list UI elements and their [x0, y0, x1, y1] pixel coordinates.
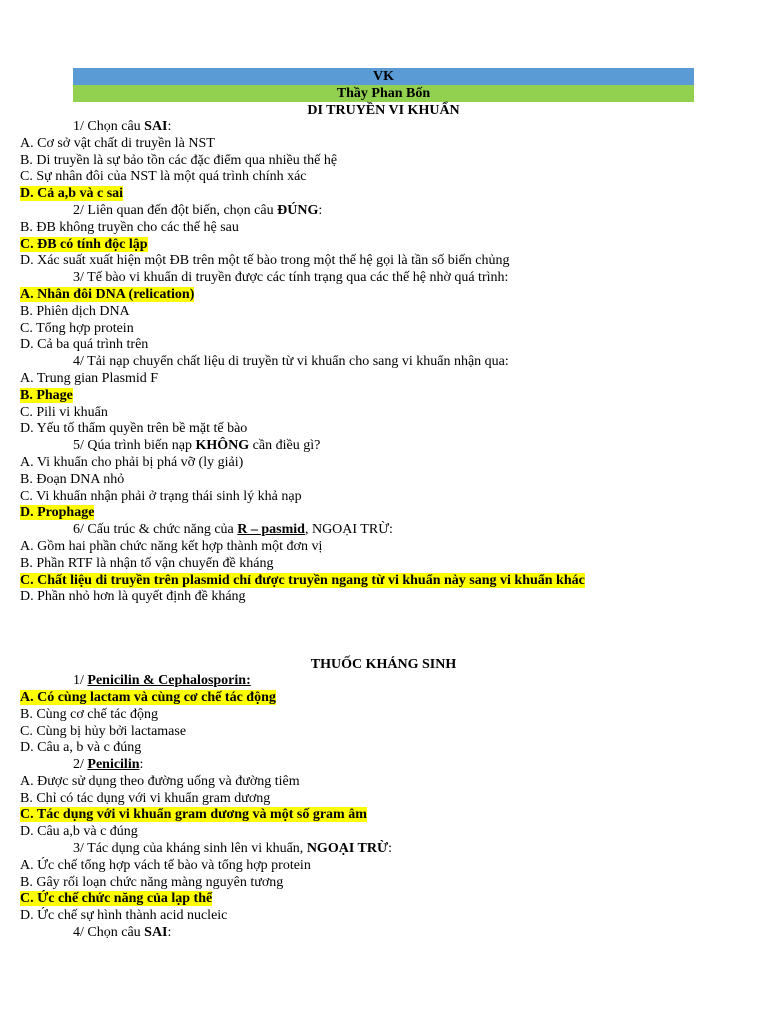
answer-option-correct: [20, 237, 696, 254]
answer-option-correct: [20, 186, 696, 203]
question-3: [20, 270, 696, 287]
option-text: A. Ức chế tổng hợp vách tế bào và tổng hợp protein: [20, 857, 311, 873]
answer-option: [20, 421, 696, 438]
option-text: B. Gây rối loạn chức năng màng nguyên tương: [20, 874, 284, 890]
answer-option: [20, 153, 696, 170]
answer-option: [20, 371, 696, 388]
question-text: 1/: [73, 673, 88, 689]
option-text: A. Nhân đôi DNA (relication): [20, 286, 195, 302]
answer-option: [20, 169, 696, 186]
question-4: [20, 925, 696, 942]
option-text: D. Câu a, b và c đúng: [20, 740, 142, 756]
answer-option-correct: [20, 690, 696, 707]
option-text: B. Phiên dịch DNA: [20, 303, 130, 319]
answer-option: [20, 556, 696, 573]
question-text: 4/ Chọn câu: [73, 925, 145, 941]
answer-option: [20, 136, 696, 153]
option-text: B. Đoạn DNA nhỏ: [20, 471, 125, 487]
option-text: C. Sự nhân đôi của NST là một quá trình chính xác: [20, 169, 307, 185]
option-text: D. Cả ba quá trình trên: [20, 337, 149, 353]
option-text: A. Vi khuẩn cho phải bị phá vỡ (ly giải): [20, 454, 244, 470]
section-antibiotics: [20, 673, 696, 942]
answer-option: [20, 875, 696, 892]
answer-option: [20, 908, 696, 925]
answer-option: [20, 791, 696, 808]
section-title-genetics: DI TRUYỀN VI KHUẨN: [307, 103, 460, 118]
question-text: 5/ Qúa trình biến nạp: [73, 438, 196, 454]
option-text: C. Tổng hợp protein: [20, 320, 134, 336]
section-spacer: [20, 606, 696, 656]
question-text: 2/ Liên quan đến đột biến, chọn câu: [73, 202, 278, 218]
option-text: A. Gồm hai phần chức năng kết hợp thành một đơn vị: [20, 538, 323, 554]
question-text: 3/ Tế bào vi khuẩn di truyền được các tính trạng qua các thế hệ nhờ quá trình:: [73, 270, 509, 286]
question-tail: :: [167, 119, 172, 134]
question-tail: :: [388, 841, 392, 857]
question-text: 2/: [73, 757, 88, 773]
option-text: B. Cùng cơ chế tác động: [20, 706, 159, 722]
option-text: D. Cả a,b và c sai: [20, 186, 124, 202]
header-band-teacher: Thầy Phan Bốn: [73, 85, 694, 102]
answer-option: [20, 253, 696, 270]
answer-option: [20, 740, 696, 757]
question-4: [20, 354, 696, 371]
section-title-antibiotics: THUỐC KHÁNG SINH: [310, 657, 457, 673]
question-tail: cần điều gì?: [249, 438, 321, 454]
header-band-vk: VK: [73, 68, 694, 85]
option-text: B. Phần RTF là nhận tố vận chuyển đề kháng: [20, 555, 274, 571]
option-text: C. Pili vi khuẩn: [20, 404, 108, 420]
answer-option: [20, 220, 696, 237]
answer-option: [20, 405, 696, 422]
option-text: D. Prophage: [20, 505, 95, 521]
option-text: B. Chỉ có tác dụng với vi khuẩn gram dương: [20, 790, 271, 806]
question-text: 1/ Chọn câu: [73, 119, 145, 134]
answer-option-correct: [20, 388, 696, 405]
option-text: B. ĐB không truyền cho các thế hệ sau: [20, 219, 239, 235]
question-1: [20, 119, 696, 136]
section-genetics: [20, 119, 696, 606]
question-keyword: NGOẠI TRỪ: [306, 841, 389, 857]
answer-option-correct: [20, 287, 696, 304]
question-keyword: ĐÚNG: [277, 202, 319, 218]
question-keyword: R – pasmid: [237, 522, 305, 538]
document-page: [20, 68, 696, 942]
question-tail: :: [318, 202, 323, 218]
question-tail: :: [167, 925, 172, 941]
question-6: [20, 522, 696, 539]
option-text: D. Phần nhỏ hơn là quyết định đề kháng: [20, 589, 246, 605]
question-1: [20, 673, 696, 690]
option-text: A. Có cùng lactam và cùng cơ chế tác động: [20, 689, 276, 705]
answer-option-correct: [20, 891, 696, 908]
option-text: B. Phage: [20, 387, 73, 403]
answer-option-correct: [20, 573, 696, 590]
answer-option: [20, 589, 696, 606]
answer-option: [20, 455, 696, 472]
answer-option: [20, 539, 696, 556]
question-5: [20, 438, 696, 455]
option-text: D. Yếu tố thẩm quyền trên bề mặt tế bào: [20, 421, 248, 437]
question-keyword: SAI: [144, 119, 168, 134]
question-3: [20, 841, 696, 858]
option-text: A. Được sử dụng theo đường uống và đường tiêm: [20, 773, 300, 789]
question-text: 3/ Tác dụng của kháng sinh lên vi khuẩn,: [73, 841, 307, 857]
option-text: C. Vi khuẩn nhận phải ở trạng thái sinh lý khả nạp: [20, 488, 302, 504]
question-keyword: Penicilin: [87, 757, 140, 773]
option-text: C. Cùng bị hủy bởi lactamase: [20, 723, 187, 739]
question-2: [20, 203, 696, 220]
question-text: 4/ Tải nạp chuyển chất liệu di truyền từ vi khuẩn cho sang vi khuẩn nhận qua:: [73, 354, 509, 370]
question-text: 6/ Cấu trúc & chức năng của: [73, 522, 238, 538]
option-text: C. Ức chế chức năng của lạp thể: [20, 891, 213, 907]
option-text: C. Chất liệu di truyền trên plasmid chỉ được truyền ngang từ vi khuẩn này sang vi khuẩn khác: [20, 572, 585, 588]
option-text: A. Trung gian Plasmid F: [20, 370, 159, 386]
option-text: B. Di truyền là sự bảo tồn các đặc điểm qua nhiều thế hệ: [20, 152, 338, 168]
option-text: D. Câu a,b và c đúng: [20, 824, 138, 840]
answer-option: [20, 824, 696, 841]
option-text: D. Ức chế sự hình thành acid nucleic: [20, 908, 228, 924]
question-2: [20, 757, 696, 774]
option-text: D. Xác suất xuất hiện một ĐB trên một tế bào trong một thế hệ gọi là tần số biến chủng: [20, 253, 510, 269]
question-keyword: KHÔNG: [195, 438, 250, 454]
answer-option-correct: [20, 807, 696, 824]
answer-option: [20, 858, 696, 875]
question-tail: :: [139, 757, 144, 773]
option-text: C. Tác dụng với vi khuẩn gram dương và một số gram âm: [20, 807, 367, 823]
question-keyword: SAI: [144, 925, 168, 941]
answer-option: [20, 724, 696, 741]
answer-option: [20, 337, 696, 354]
option-text: C. ĐB có tính độc lập: [20, 236, 148, 252]
question-tail: , NGOẠI TRỪ:: [304, 522, 393, 538]
answer-option: [20, 489, 696, 506]
answer-option: [20, 707, 696, 724]
answer-option: [20, 304, 696, 321]
question-keyword: Penicilin & Cephalosporin:: [87, 673, 251, 689]
answer-option: [20, 321, 696, 338]
answer-option: [20, 774, 696, 791]
answer-option: [20, 472, 696, 489]
answer-option-correct: [20, 505, 696, 522]
option-text: A. Cơ sở vật chất di truyền là NST: [20, 135, 215, 151]
